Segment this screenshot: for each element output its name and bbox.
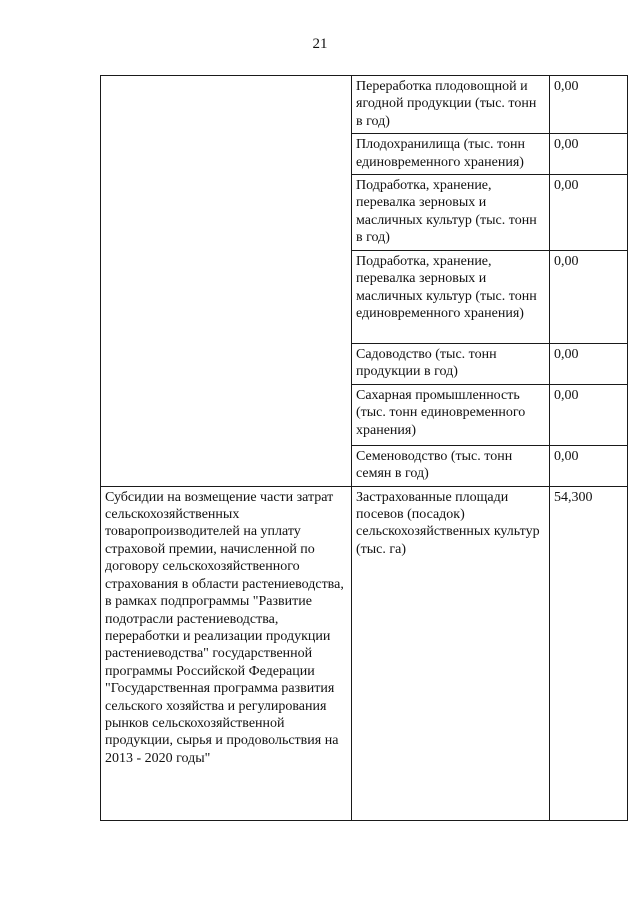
indicator-cell: Переработка плодовощной и ягодной продукции (тыс. тонн в год): [352, 76, 550, 134]
indicator-cell: Семеноводство (тыс. тонн семян в год): [352, 445, 550, 486]
indicator-cell: Застрахованные площади посевов (посадок) сельскохозяйственных культур (тыс. га): [352, 486, 550, 820]
table-row: [101, 76, 628, 134]
indicator-cell: Садоводство (тыс. тонн продукции в год): [352, 344, 550, 385]
indicator-cell: Плодохранилища (тыс. тонн единовременного хранения): [352, 134, 550, 175]
indicator-cell: Сахарная промышленность (тыс. тонн единовременного хранения): [352, 384, 550, 445]
value-cell: 0,00: [550, 76, 628, 134]
indicators-table: [100, 75, 628, 821]
page-number: 21: [312, 36, 328, 52]
indicator-cell: Подработка, хранение, перевалка зерновых и масличных культур (тыс. тонн единовременного хранения): [352, 251, 550, 344]
value-cell: 0,00: [550, 134, 628, 175]
empty-subsidy-cell: [101, 76, 352, 487]
value-cell: 0,00: [550, 344, 628, 385]
value-cell: 0,00: [550, 445, 628, 486]
table-row: [101, 486, 628, 820]
value-cell: 54,300: [550, 486, 628, 820]
value-cell: 0,00: [550, 175, 628, 251]
subsidy-cell: Субсидии на возмещение части затрат сельскохозяйственных товаропроизводителей на уплату страховой премии, начисленной по договору сельскохозяйственного страхования в области растениеводства, в рамках подпрограммы "Развитие подотрасли растениеводства, переработки и реализации продукции растениеводства" государственной программы Российской Федерации "Государственная программа развития сельского хозяйства и регулирования рынков сельскохозяйственной продукции, сырья и продовольствия на 2013 - 2020 годы": [101, 486, 352, 820]
indicator-cell: Подработка, хранение, перевалка зерновых и масличных культур (тыс. тонн в год): [352, 175, 550, 251]
value-cell: 0,00: [550, 384, 628, 445]
value-cell: 0,00: [550, 251, 628, 344]
